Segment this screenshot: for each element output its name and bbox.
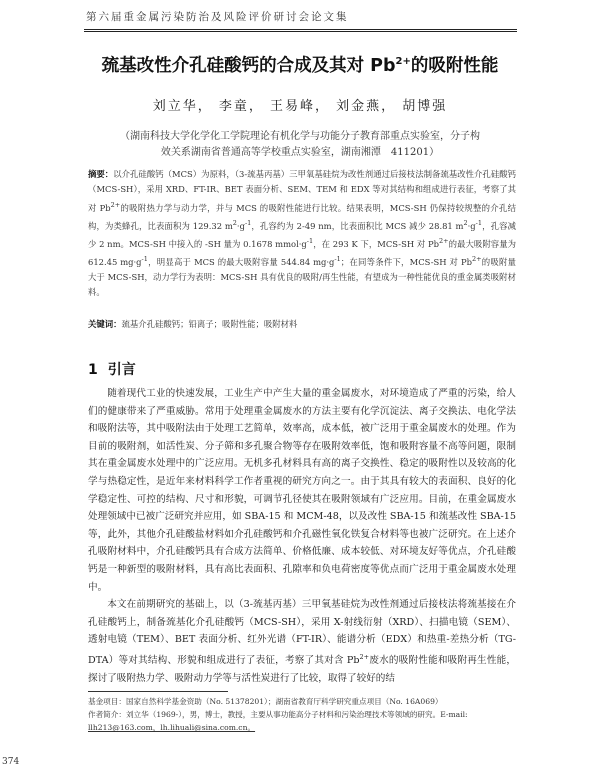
- abstract-text-11: 的吸附量大于 MCS-SH，动力学行为表明：MCS-SH 具有优良的吸附/再生性能，有望成为一种性能优良的重金属类吸附材料。: [88, 256, 517, 298]
- abstract-sup: 2: [463, 218, 468, 227]
- abstract-sup: 2+: [439, 236, 449, 245]
- keywords-text: 巯基介孔硅酸钙；铅离子；吸附性能；吸附材料: [121, 319, 298, 329]
- abstract-text-9: ，明显高于 MCS 的最大吸附容量 544.84 mg·g: [147, 256, 335, 267]
- abstract-text-1: 以介孔硅酸钙（MCS）为原料，（3-巯基丙基）三甲氧基硅烷为改性剂通过后接枝法制备巯基改性介孔硅酸钙（MCS-SH），采用 XRD、FT-IR、BET 表面分析、SEM、TEM 和 EDX 等对其结构和组成进行表征，考察了其对 Pb: [88, 169, 517, 213]
- footnote-rule: [88, 691, 228, 692]
- body-sup: 2+: [359, 652, 370, 661]
- body-paragraph: [88, 596, 516, 687]
- header-rule: [84, 29, 517, 30]
- section-title-text: 引言: [107, 362, 136, 378]
- affiliation-line-1: （湖南科技大学化学化工学院理论有机化学与功能分子教育部重点实验室，分子构: [120, 131, 480, 142]
- keywords-label: 关键词：: [88, 319, 122, 329]
- title-superscript: 2+: [395, 56, 411, 68]
- body-paragraph: 随着现代工业的快速发展，工业生产中产生大量的重金属废水，对环境造成了严重的污染，给人们的健康带来了严重威胁。常用于处理重金属废水的方法主要有化学沉淀法、离子交换法、电化学法和吸附法等，其中吸附法由于处理工艺简单，效率高，成本低，被广泛用于重金属废水的处理。作为目前的吸附剂，如活性炭、分子筛和多孔聚合物等存在吸附效率低，饱和吸附容量不高等问题，限制其在重金属废水处理中的广泛应用。无机多孔材料具有高的离子交换性、稳定的吸附性以及较高的化学与热稳定性，是近年来材料科学工作者重视的研究方向之一。由于其具有较大的表面积、良好的化学稳定性、可控的结构、尺寸和形貌，可调节孔径使其在吸附领域有广泛应用。目前，在重金属废水处理领域中已被广泛研究并应用，如 SBA-15 和 MCM-48，以及改性 SBA-15 和巯基改性 SBA-15 等，此外，其他介孔硅酸盐材料如介孔硅酸钙和介孔磁性氧化铁复合材料等也被广泛研究。在上述介孔吸附材料中，介孔硅酸钙具有合成方法简单、价格低廉、成本较低、对环境友好等优点，介孔硅酸钙是一种新型的吸附材料，具有高比表面积、孔隙率和负电荷密度等优点而广泛用于重金属废水处理中。: [88, 388, 516, 593]
- abstract-text-4: ，孔容约为 2-49 nm，比表面积比 MCS 减少 28.81 m: [251, 220, 464, 231]
- section-heading: [88, 359, 136, 379]
- abstract-text-10: ；在同等条件下，MCS-SH 对 Pb: [340, 256, 472, 267]
- abstract-sup: -1: [244, 218, 252, 227]
- abstract-text-6: ，孔容减少 2 nm。MCS-SH 中接入的 -SH 量为 0.1678 mmol·g: [88, 220, 517, 249]
- footnote-emails[interactable]: llh213@163.com，lh.lihuali@sina.com.cn。: [88, 723, 256, 732]
- abstract-label: 摘要：: [88, 169, 114, 179]
- abstract-sup: 2+: [471, 254, 482, 263]
- paper-title: [80, 52, 520, 77]
- abstract-sup: -1: [475, 218, 483, 227]
- abstract-text-7: ，在 293 K 下，MCS-SH 对 Pb: [313, 238, 440, 249]
- header-rule-thin: [84, 31, 517, 32]
- body-text-span: 废水的吸附性能和吸附再生性能，探讨了吸附热力学、吸附动力学等与活性炭进行了比较，取得了较好的结: [88, 655, 517, 684]
- abstract-sup: -1: [306, 236, 314, 245]
- abstract-sup: -1: [334, 254, 341, 263]
- abstract-text-5: ·g: [467, 220, 476, 231]
- footnotes: [88, 695, 516, 734]
- authors: 刘立华， 李童， 王易峰， 刘金燕， 胡博强: [152, 99, 448, 114]
- abstract-sup: 2+: [110, 200, 121, 209]
- body-text-span: 本文在前期研究的基础上，以（3-巯基丙基）三甲氧基硅烷为改性剂通过后接枝法将巯基接在介孔硅酸钙上，制备巯基化介孔硅酸钙（MCS-SH），采用 X-射线衍射（XRD）、扫描电镜（SEM）、透射电镜（TEM）、BET 表面分析、红外光谱（FT-IR）、能谱分析（EDX）和热重-差热分析（TG-DTA）等对其结构、形貌和组成进行了表征，考察了其对含 Pb: [88, 599, 516, 667]
- running-header: 第六届重金属污染防治及风险评价研讨会论文集: [86, 11, 349, 23]
- abstract-sup: 2: [232, 218, 237, 227]
- footnote-author-info: 作者简介：刘立华（1969-），男，博士，教授，主要从事功能高分子材料和污染治理技术等领域的研究。E-mail:: [88, 710, 468, 719]
- footnote-funding: 基金项目：国家自然科学基金资助（No. 51378201）；湖南省教育厅科学研究重点项目（No. 16A069）: [88, 697, 443, 706]
- affiliation-line-2: 效关系湖南省普通高等学校重点实验室，湖南湘潭 411201）: [160, 147, 440, 158]
- section-number: 1: [88, 362, 98, 378]
- page-number: 374: [2, 757, 20, 767]
- abstract-text-8: 的最大吸附容量为 612.45 mg·g: [88, 238, 517, 267]
- keywords: [88, 318, 516, 330]
- abstract-sup: -1: [141, 254, 148, 263]
- abstract-text-2: 的吸附热力学与动力学，并与 MCS 的吸附性能进行比较。结果表明，MCS-SH 仍保持较规整的介孔结构，为类蜂孔，比表面积为 129.32 m: [88, 202, 516, 231]
- title-tail: 的吸附性能: [410, 56, 499, 76]
- title-main: 巯基改性介孔硅酸钙的合成及其对 Pb: [101, 56, 396, 76]
- abstract: [88, 167, 516, 301]
- body-text: [88, 385, 516, 687]
- abstract-text-3: ·g: [236, 220, 245, 231]
- affiliation: [95, 129, 505, 161]
